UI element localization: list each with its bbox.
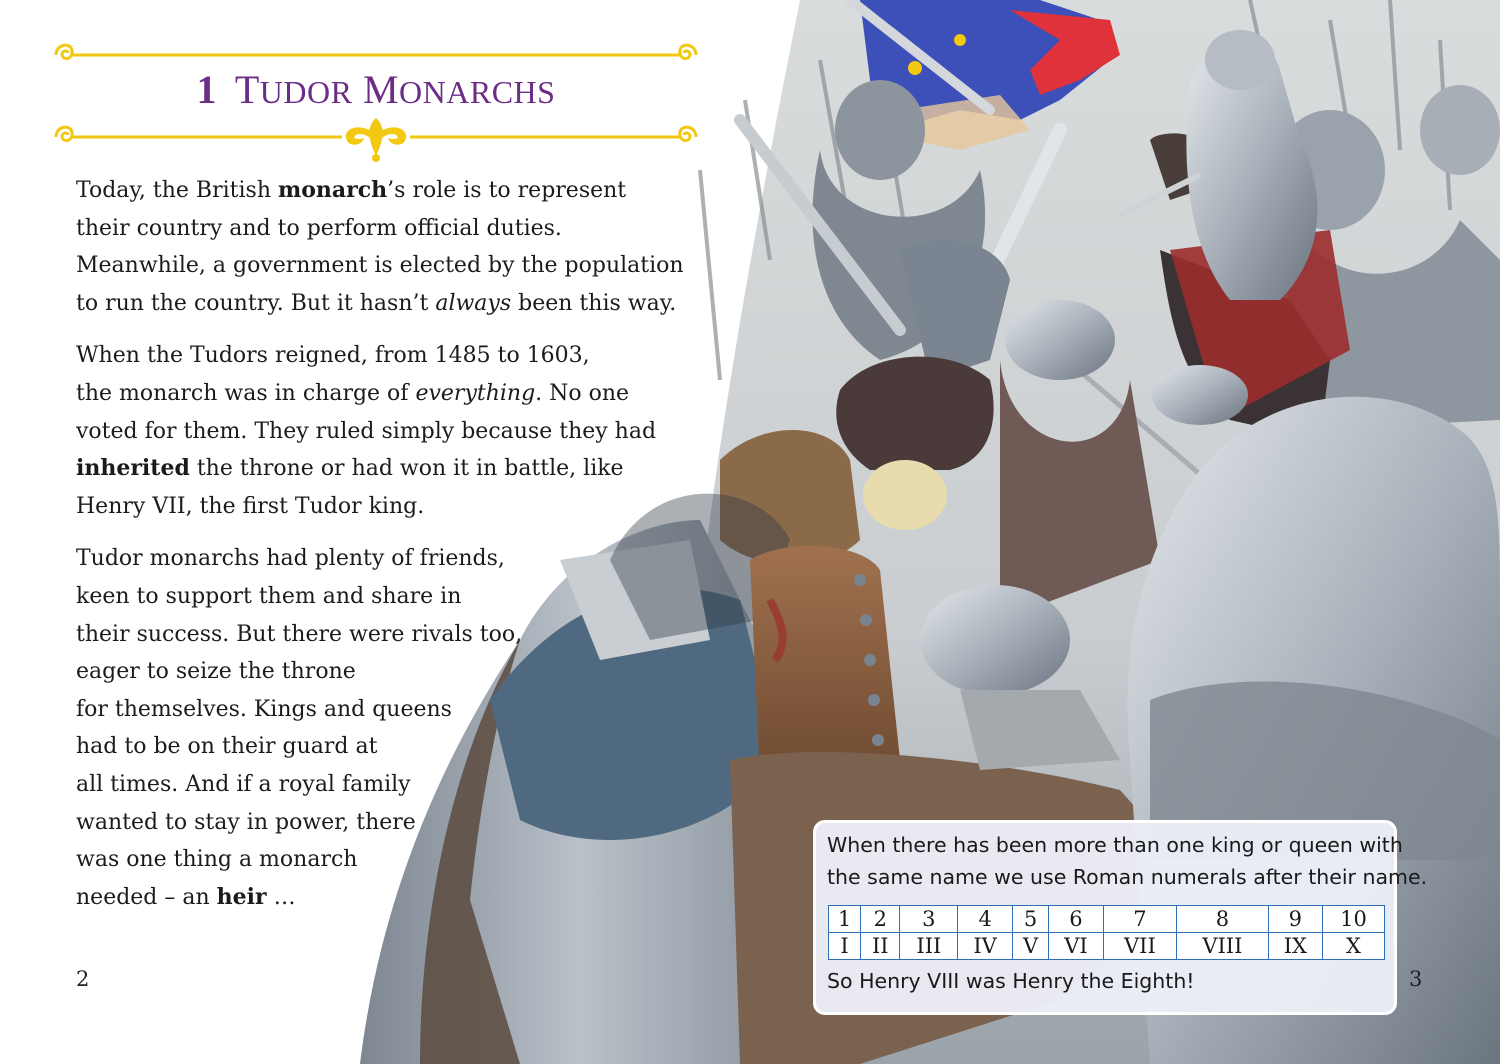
text-line <box>76 172 686 210</box>
title-initial-m: M <box>362 67 400 112</box>
text-line <box>76 653 686 691</box>
text-run: Henry VII, the first Tudor king. <box>76 493 425 519</box>
chapter-number: 1 <box>196 67 218 112</box>
text-run: was one thing a monarch <box>76 847 358 873</box>
italic-emphasis: everything <box>415 380 536 406</box>
text-line <box>76 450 686 488</box>
text-run: their country and to perform official duties. <box>76 215 562 241</box>
numeral-cell: IV <box>958 933 1013 960</box>
title-initial-t: T <box>234 67 260 112</box>
bold-term: heir <box>216 883 267 910</box>
title-word-2: ONARCHS <box>399 74 556 110</box>
text-line <box>76 488 686 526</box>
number-cell: 9 <box>1268 906 1322 933</box>
text-line <box>76 804 686 842</box>
text-line <box>76 616 686 654</box>
text-run: to run the country. But it hasn’t <box>76 290 436 316</box>
text-line <box>76 247 686 285</box>
text-line <box>76 578 686 616</box>
number-cell: 4 <box>958 906 1013 933</box>
text-run: . No one <box>535 380 630 406</box>
paragraph-gap <box>76 322 686 337</box>
text-line <box>76 413 686 451</box>
number-cell: 6 <box>1049 906 1104 933</box>
text-run: the monarch was in charge of <box>76 380 416 406</box>
number-cell: 1 <box>829 906 861 933</box>
number-cell: 5 <box>1012 906 1048 933</box>
text-run: had to be on their guard at <box>76 734 378 760</box>
numeral-cell: X <box>1322 933 1384 960</box>
text-run: eager to seize the throne <box>76 659 356 685</box>
info-line-2: the same name we use Roman numerals after their name. <box>827 865 1428 889</box>
bold-term: inherited <box>76 455 190 482</box>
number-cell: 8 <box>1177 906 1269 933</box>
studded-bracer <box>750 546 900 780</box>
text-run: When the Tudors reigned, from 1485 to 1603, <box>76 343 590 369</box>
roman-numerals-row <box>829 933 1385 960</box>
numeral-cell: VIII <box>1177 933 1269 960</box>
text-run: … <box>266 884 296 910</box>
text-line <box>76 285 686 323</box>
text-line <box>76 540 686 578</box>
numeral-cell: III <box>900 933 958 960</box>
italic-emphasis: always <box>435 290 512 316</box>
text-line <box>76 337 686 375</box>
text-run: the throne or had won it in battle, like <box>189 456 624 482</box>
numeral-cell: II <box>861 933 900 960</box>
title-word-1: UDOR <box>259 74 353 110</box>
text-run: been this way. <box>511 290 677 316</box>
text-run: voted for them. They ruled simply because they had <box>76 418 657 444</box>
numeral-cell: I <box>829 933 861 960</box>
text-run: keen to support them and share in <box>76 583 462 609</box>
page-number-left: 2 <box>76 967 90 991</box>
text-run: needed – an <box>76 884 217 910</box>
text-line <box>76 841 686 879</box>
text-run: Meanwhile, a government is elected by the population <box>76 253 684 279</box>
text-line <box>76 766 686 804</box>
number-cell: 2 <box>861 906 900 933</box>
number-cell: 3 <box>900 906 958 933</box>
text-line <box>76 879 686 917</box>
text-line <box>76 728 686 766</box>
arabic-numbers-row <box>829 906 1385 933</box>
text-run: their success. But there were rivals too, <box>76 621 523 647</box>
number-cell: 7 <box>1103 906 1176 933</box>
bold-term: monarch <box>277 177 388 203</box>
numeral-cell: VII <box>1103 933 1176 960</box>
body-text <box>76 172 686 916</box>
text-line <box>76 210 686 248</box>
text-line <box>76 375 686 413</box>
text-run: Today, the British <box>76 178 278 203</box>
paragraph-gap <box>76 525 686 540</box>
info-line-1: When there has been more than one king or queen with <box>827 833 1403 857</box>
text-run: wanted to stay in power, there <box>76 809 416 835</box>
text-run: Tudor monarchs had plenty of friends, <box>76 546 505 572</box>
text-line <box>76 691 686 729</box>
number-cell: 10 <box>1322 906 1384 933</box>
roman-numerals-info-box <box>813 820 1428 1015</box>
text-run: for themselves. Kings and queens <box>76 696 452 722</box>
info-box-footer: So Henry VIII was Henry the Eighth! <box>827 969 1195 993</box>
text-run: ’s role is to represent <box>387 178 627 203</box>
roman-numerals-table <box>828 905 1385 960</box>
chapter-title <box>52 66 700 113</box>
page-number-right: 3 <box>1409 967 1423 991</box>
text-run: all times. And if a royal family <box>76 771 411 797</box>
numeral-cell: V <box>1012 933 1048 960</box>
numeral-cell: VI <box>1049 933 1104 960</box>
numeral-cell: IX <box>1268 933 1322 960</box>
info-box-text <box>827 829 1428 893</box>
